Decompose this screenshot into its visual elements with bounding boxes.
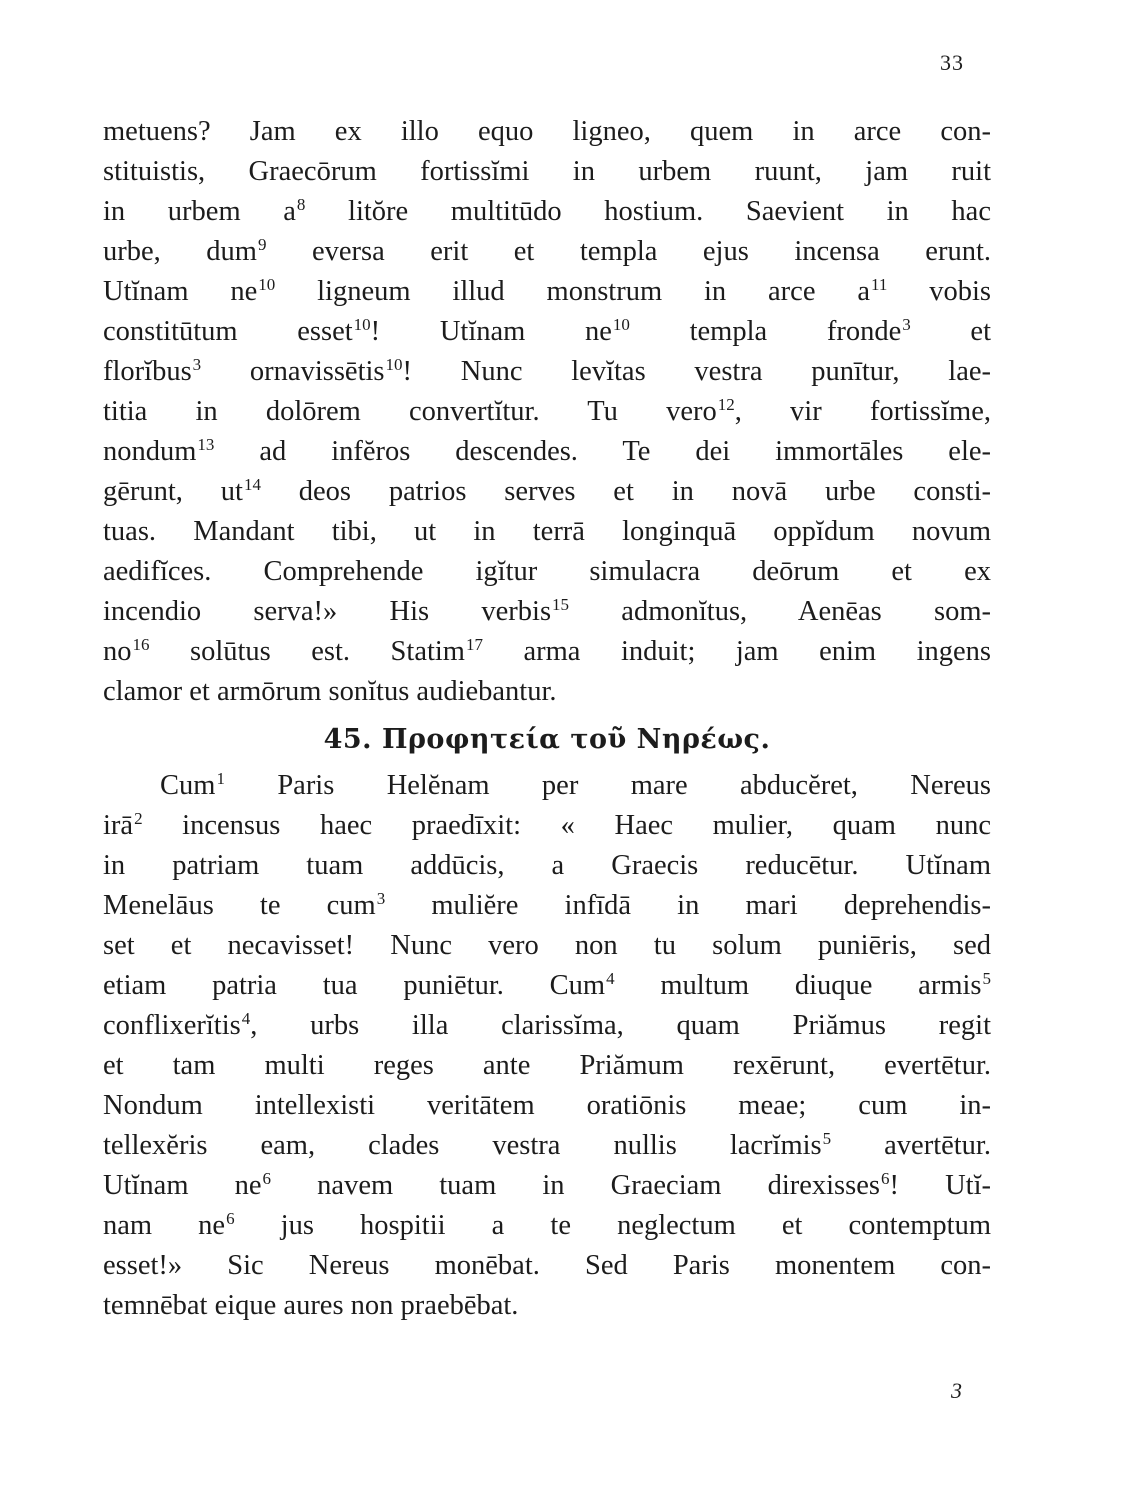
text-line: in patriam tuam addūcis, a Graecis reducētur. Utĭnam: [103, 850, 991, 881]
footnote-marker: 4: [606, 969, 615, 988]
text-line: Utĭnam $ne^{10}$ ligneum illud monstrum in arce $a^{11}$ vobis: [103, 275, 991, 307]
text-line: $no^{16}$ solūtus est. Statim$^{17}$ arma induit; jam enim ingens: [103, 635, 991, 667]
footnote-marker: 6: [226, 1209, 235, 1228]
footnote-marker: 5: [982, 969, 991, 988]
text-line: aedifĭces. Comprehende igĭtur simulacra deōrum et ex: [103, 556, 991, 587]
text-line: urbe, dum$^9$ eversa erit et templa ejus incensa erunt.: [103, 235, 991, 267]
footnote-marker: 9: [257, 235, 267, 254]
text-line: set et necavisset! Nunc vero non tu solum puniēris, sed: [103, 930, 991, 961]
section-44-continuation: [103, 112, 991, 712]
text-line: in urbem $a^8$ litŏre multitūdo hostium. Saevient in hac: [103, 195, 991, 227]
footnote-marker: 17: [465, 635, 483, 654]
footnote-marker: 16: [132, 635, 150, 654]
text-line: florĭbus$^3$ ornavissētis$^{10}$! Nunc levĭtas vestra punītur, lae-: [103, 355, 992, 387]
text-line: et tam multi reges ante Priămum rexērunt, evertētur.: [103, 1050, 991, 1081]
footnote-marker: 6: [262, 1169, 272, 1188]
text-line: incendio serva!» His verbis$^{15}$ admonĭtus, Aenēas som-: [103, 595, 992, 627]
text-line: temnēbat eique aures non praebēbat.: [103, 1290, 519, 1321]
footnote-marker: 8: [296, 195, 306, 214]
text-line: tellexĕris eam, clades vestra nullis lacrĭmis$^5$ avertētur.: [103, 1129, 991, 1161]
section-heading: 45. Προφητεία τοῦ Νηρέως.: [323, 724, 771, 755]
footnote-marker: 4: [241, 1009, 251, 1028]
footnote-marker: 12: [717, 395, 735, 414]
footnote-marker: 2: [134, 809, 143, 828]
footnote-marker: 1: [216, 769, 225, 788]
footnote-marker: 6: [880, 1169, 890, 1188]
footnote-marker: 3: [376, 889, 386, 908]
text-line: etiam patria tua puniētur. Cum$^4$ multum diuque armis$^5$: [103, 969, 991, 1001]
footnote-marker: 10: [258, 275, 276, 294]
footnote-marker: 10: [353, 315, 371, 334]
text-line: Menelāus te cum$^3$ muliĕre infīdā in mari deprehendis-: [103, 889, 992, 921]
page-number: 33: [940, 50, 964, 75]
text-line: stituistis, Graecōrum fortissĭmi in urbem ruunt, jam ruit: [103, 156, 991, 187]
footnote-marker: 11: [870, 275, 888, 294]
text-line: gērunt, $ut^{14}$ deos patrios serves et in novā urbe consti-: [103, 475, 991, 507]
text-line: Nondum intellexisti veritātem oratiōnis meae; cum in-: [103, 1090, 991, 1121]
text-line: nam $ne^6$ jus hospitii a te neglectum et contemptum: [103, 1209, 992, 1241]
text-line: Cum$^1$ Paris Helĕnam per mare abducĕret, Nereus: [160, 769, 991, 801]
footnote-marker: 3: [192, 355, 202, 374]
text-line: esset!» Sic Nereus monēbat. Sed Paris monentem con-: [103, 1250, 991, 1281]
footnote-marker: 3: [902, 315, 911, 334]
text-line: tuas. Mandant tibi, ut in terrā longinquā oppĭdum novum: [103, 516, 991, 547]
footnote-marker: 5: [822, 1129, 832, 1148]
footnote-marker: 10: [385, 355, 403, 374]
section-45-body: [103, 766, 991, 1326]
footnote-marker: 13: [197, 435, 215, 454]
text-line: metuens? Jam ex illo equo ligneo, quem in arce con-: [103, 116, 991, 147]
signature-mark: 3: [951, 1378, 962, 1403]
text-line: titia in dolōrem convertĭtur. Tu vero$^{12}$, vir fortissĭme,: [103, 395, 991, 427]
text-line: irā$^2$ incensus haec praedīxit: « Haec mulier, quam nunc: [103, 809, 991, 841]
footnote-marker: 10: [612, 315, 630, 334]
footnote-marker: 15: [552, 595, 570, 614]
text-line: conflixerĭtis$^4$, urbs illa clarissĭma, quam Priămus regit: [103, 1009, 991, 1041]
text-line: constitūtum esset$^{10}$! Utĭnam $ne^{10}$ templa fronde$^3$ et: [103, 315, 991, 347]
text-block: [103, 112, 991, 1326]
footnote-marker: 14: [243, 475, 261, 494]
text-line: nondum$^{13}$ ad infĕros descendes. Te dei immortāles ele-: [103, 435, 991, 467]
text-line: Utĭnam $ne^6$ navem tuam in Graeciam direxisses$^6$! Utĭ-: [103, 1169, 992, 1201]
text-line: clamor et armōrum sonĭtus audiebantur.: [103, 676, 557, 707]
